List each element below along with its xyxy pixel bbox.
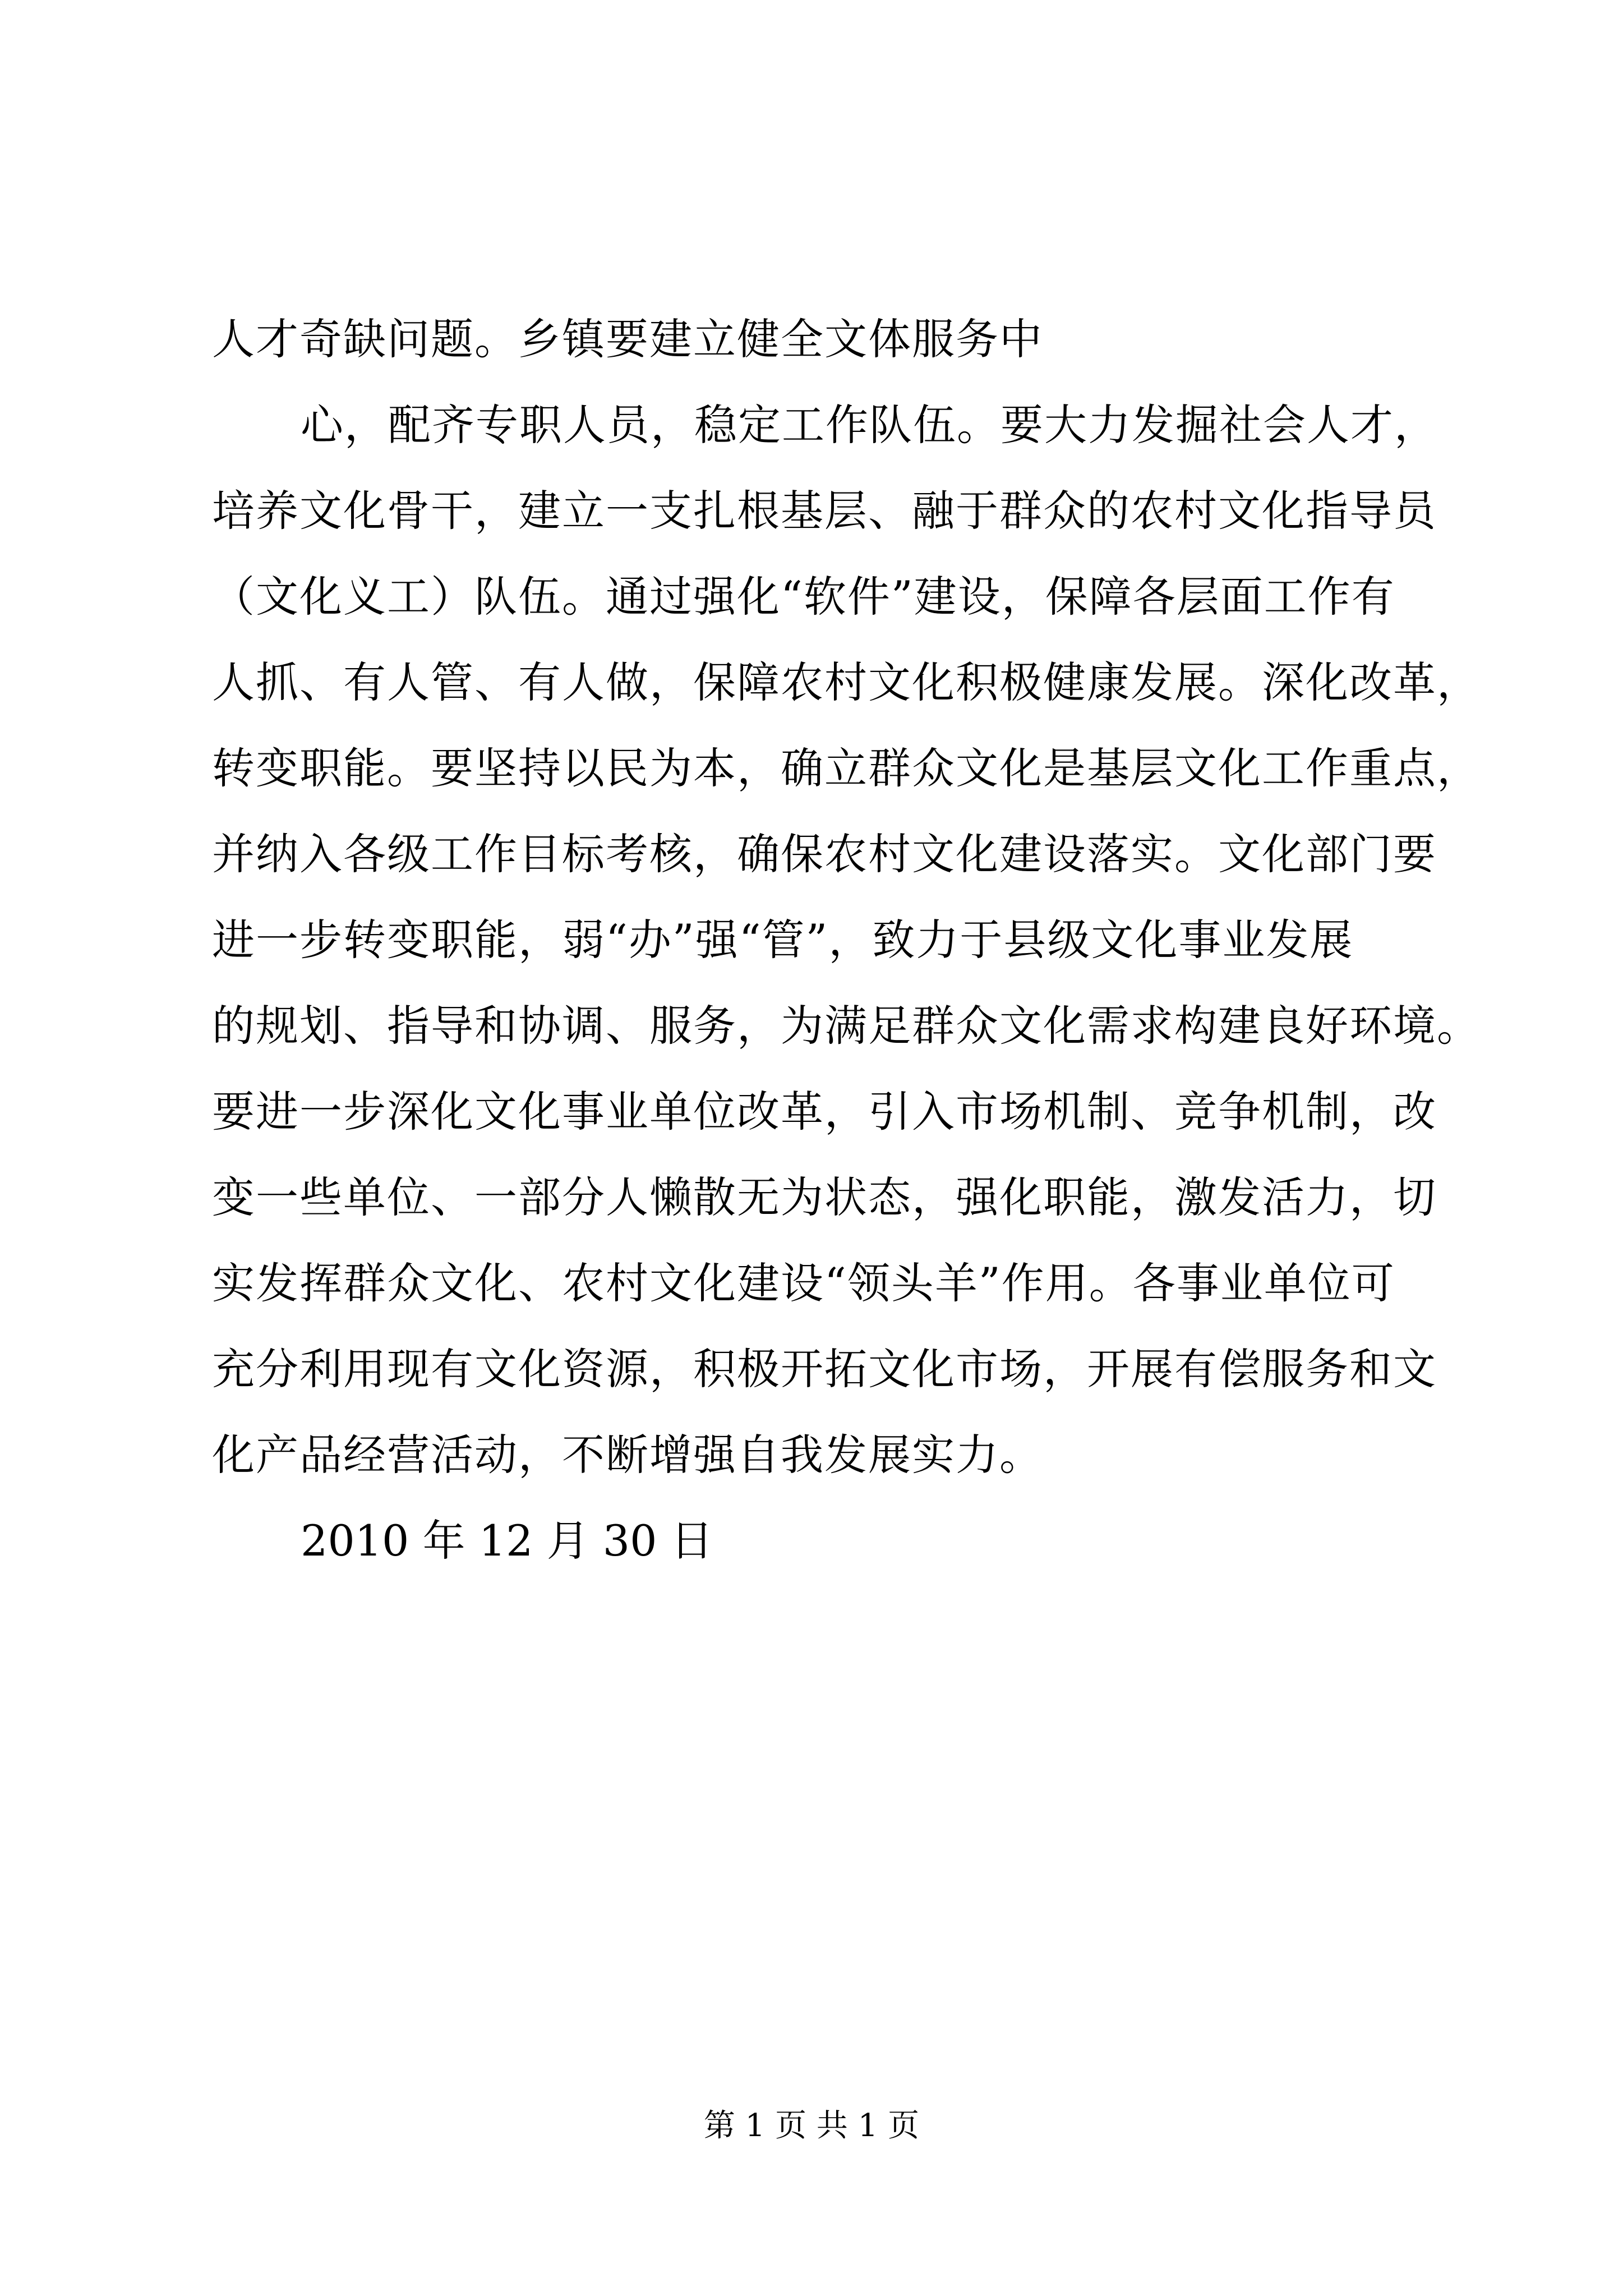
text-line: 并纳入各级工作目标考核，确保农村文化建设落实。文化部门要 [212, 829, 1437, 879]
text-line: 要进一步深化文化事业单位改革，引入市场机制、竞争机制，改 [212, 1087, 1437, 1137]
text-line: 变一些单位、一部分人懒散无为状态，强化职能，激发活力，切 [212, 1172, 1437, 1222]
text-line: 进一步转变职能，弱“办”强“管”，致力于县级文化事业发展 [212, 915, 1354, 965]
text-line: （文化义工）队伍。通过强化“软件”建设，保障各层面工作有 [212, 572, 1395, 622]
text-line: 充分利用现有文化资源，积极开拓文化市场，开展有偿服务和文 [212, 1344, 1437, 1394]
text-line: 培养文化骨干，建立一支扎根基层、融于群众的农村文化指导员 [212, 486, 1437, 536]
text-line: 人抓、有人管、有人做，保障农村文化积极健康发展。深化改革， [212, 657, 1481, 707]
document-date: 2010 年 12 月 30 日 [301, 1516, 713, 1566]
text-line: 心，配齐专职人员，稳定工作队伍。要大力发掘社会人才， [301, 400, 1438, 450]
text-line: 化产品经营活动，不断增强自我发展实力。 [212, 1430, 1043, 1480]
text-line: 实发挥群众文化、农村文化建设“领头羊”作用。各事业单位可 [212, 1258, 1395, 1308]
page-number-label: 第 1 页 共 1 页 [703, 2108, 920, 2144]
text-line: 的规划、指导和协调、服务，为满足群众文化需求构建良好环境。 [212, 1001, 1481, 1051]
page-footer [0, 2106, 1623, 2146]
text-line: 转变职能。要坚持以民为本，确立群众文化是基层文化工作重点， [212, 743, 1481, 793]
text-line: 人才奇缺问题。乡镇要建立健全文体服务中 [212, 314, 1043, 364]
body-text [212, 296, 1481, 1584]
